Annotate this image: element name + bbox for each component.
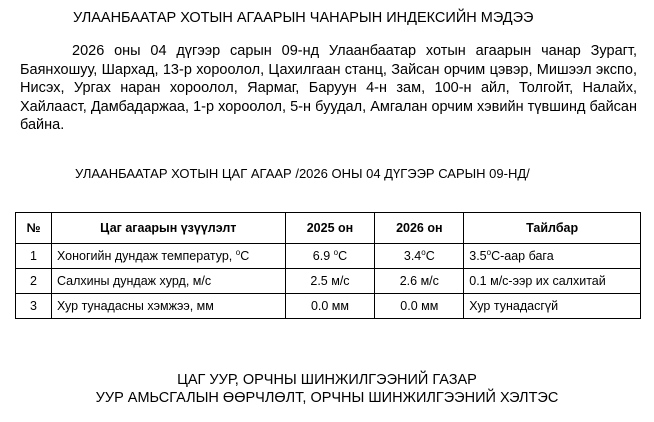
row-number: 1	[16, 244, 52, 269]
weather-table	[15, 212, 641, 319]
row-number: 2	[16, 269, 52, 294]
header-2025: 2025 он	[285, 213, 375, 244]
header-note: Тайлбар	[464, 213, 641, 244]
row-indicator: Хоногийн дундаж температур, $^о$С	[51, 244, 285, 269]
table-row	[16, 269, 641, 294]
document-title: УЛААНБААТАР ХОТЫН АГААРЫН ЧАНАРЫН ИНДЕКСИЙН МЭДЭЭ	[73, 10, 534, 26]
row-value-2026: 0.0 мм	[375, 294, 464, 319]
row-indicator: Хур тунадасны хэмжээ, мм	[51, 294, 285, 319]
row-note: Хур тунадасгүй	[464, 294, 641, 319]
row-note: 0.1 м/с-ээр их салхитай	[464, 269, 641, 294]
table-row	[16, 294, 641, 319]
row-indicator: Салхины дундаж хурд, м/с	[51, 269, 285, 294]
row-number: 3	[16, 294, 52, 319]
table-header-row	[16, 213, 641, 244]
row-note: $3.5^оС$-аар бага	[464, 244, 641, 269]
row-value-2025: 6.9 $^о$С	[285, 244, 375, 269]
header-2026: 2026 он	[375, 213, 464, 244]
weather-title: УЛААНБААТАР ХОТЫН ЦАГ АГААР /2026 ОНЫ 04 ДҮГЭЭР САРЫН 09-НД/	[75, 166, 530, 181]
footer-division: УУР АМЬСГАЛЫН ӨӨРЧЛӨЛТ, ОРЧНЫ ШИНЖИЛГЭЭНИЙ ХЭЛТЭС	[95, 390, 559, 406]
table-row	[16, 244, 641, 269]
row-value-2025: 0.0 мм	[285, 294, 375, 319]
footer-department: ЦАГ УУР, ОРЧНЫ ШИНЖИЛГЭЭНИЙ ГАЗАР	[177, 372, 477, 388]
header-number: №	[16, 213, 52, 244]
row-value-2026: $3.4^оС$	[375, 244, 464, 269]
row-value-2026: 2.6 м/с	[375, 269, 464, 294]
row-value-2025: 2.5 м/с	[285, 269, 375, 294]
header-indicator: Цаг агаарын үзүүлэлт	[51, 213, 285, 244]
air-quality-paragraph: 2026 оны 04 дүгээр сарын 09-нд Улаанбаатар хотын агаарын чанар Зурагт, Баянхошуу, Шархад, 13-р хороолол, Цахилгаан станц, Зайсан орчим цэвэр, Мишээл экспо, Нисэх, Ургах наран хороолол, Яармаг, Баруун 4-н зам, 100-н айл, Толгойт, Налайх, Хайлааст, Дамбадаржаа, 1-р хороолол, 5-н буудал, Амгалан орчим хэвийн түвшинд байсан байна.	[20, 43, 637, 133]
